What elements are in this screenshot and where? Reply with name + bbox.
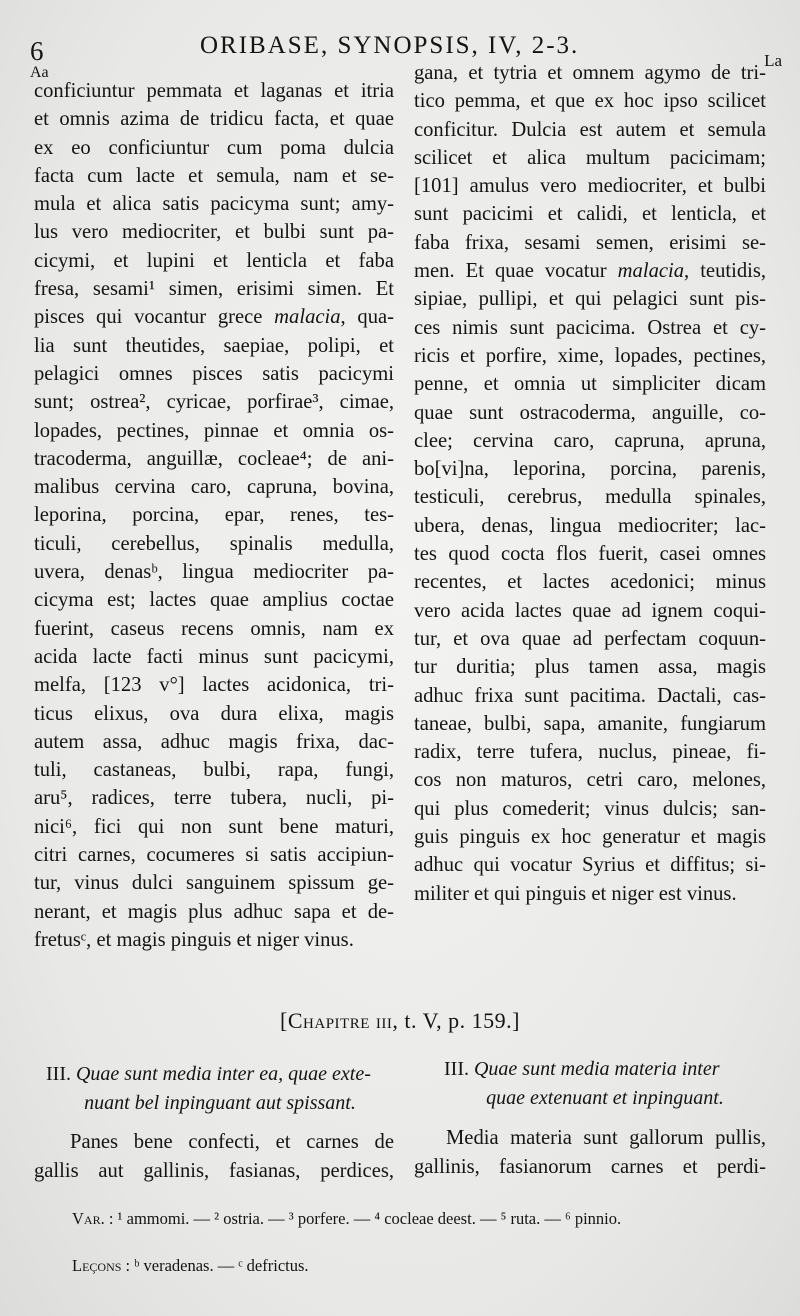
variants-label: Var. : xyxy=(72,1209,114,1228)
left-column-line-11: pelagici omnes pisces satis pacicymi xyxy=(34,362,394,385)
lecons-note xyxy=(72,1256,309,1276)
catchword: La xyxy=(764,51,782,70)
section-text-left xyxy=(34,1128,394,1185)
right-column-line-3: conficitur. Dulcia est autem et semula xyxy=(414,118,766,141)
right-column-line-12: penne, et omnia ut simpliciter dicam xyxy=(414,373,766,396)
left-column-line-16: leporina, porcina, epar, renes, tes- xyxy=(34,504,394,527)
left-column-line-15: malibus cervina caro, capruna, bovina, xyxy=(34,476,394,499)
left-column-line-2: et omnis azima de tridicu facta, et quae xyxy=(34,108,394,131)
right-column-line-28: guis pinguis ex hoc generatur et magis xyxy=(414,826,766,849)
left-column-line-29: tur, vinus dulci sanguinem spissum ge- xyxy=(34,872,394,895)
right-column-line-14: clee; cervina caro, capruna, apruna, xyxy=(414,429,766,452)
section-title-right-line2: quae extenuant et inpinguant. xyxy=(486,1087,724,1109)
right-column-line-8: men. Et quae vocatur malacia, teutidis, xyxy=(414,260,766,283)
section-heading-left xyxy=(46,1060,394,1118)
left-column-line-6: lus vero mediocriter, et bulbi sunt pa- xyxy=(34,221,394,244)
right-column-line-13: quae sunt ostracoderma, anguille, co- xyxy=(414,401,766,424)
left-column-line-17: ticuli, cerebellus, spinalis medulla, xyxy=(34,532,394,555)
section-title-left-line1: Quae sunt media inter ea, quae exte- xyxy=(75,1063,371,1085)
left-column-line-23: ticus elixus, ova dura elixa, magis xyxy=(34,702,394,725)
left-column-line-28: citri carnes, cocumeres si satis accipiun- xyxy=(34,844,394,867)
left-column-line-31: fretusᶜ, et magis pinguis et niger vinus. xyxy=(34,928,354,951)
section-title-right-line1: Quae sunt media materia inter xyxy=(473,1058,720,1080)
section-number-right: III. xyxy=(444,1058,469,1080)
right-column-line-18: tes quod cocta flos fuerit, casei omnes xyxy=(414,543,766,566)
right-column-text xyxy=(414,59,766,908)
left-column-line-22: melfa, [123 v°] lactes acidonica, tri- xyxy=(34,674,394,697)
left-column-line-3: ex eo conficiuntur cum poma dulcia xyxy=(34,136,394,159)
lecons-label: Leçons : xyxy=(72,1256,131,1275)
left-column-text xyxy=(34,77,394,954)
section-number-left: III. xyxy=(46,1063,71,1085)
chapter-ref: , t. V, p. 159.] xyxy=(392,1008,520,1033)
lecons-text: ᵇ veradenas. — ᶜ defrictus. xyxy=(134,1256,309,1275)
left-column-line-12: sunt; ostrea², cyricae, porfirae³, cimae, xyxy=(34,391,394,414)
left-column-line-19: cicyma est; lactes quae amplius coctae xyxy=(34,589,394,612)
variants-note xyxy=(72,1209,621,1229)
left-column-line-1: conficiuntur pemmata et laganas et itria xyxy=(34,80,394,102)
right-column-line-6: sunt pacicimi et calidi, et lenticla, et xyxy=(414,203,766,226)
left-column-line-21: acida lacte facti minus sunt pacicymi, xyxy=(34,645,394,668)
right-column-line-27: qui plus comederit; vinus dulcis; san- xyxy=(414,797,766,820)
left-column-line-10: lia sunt theutides, saepiae, polipi, et xyxy=(34,334,394,357)
left-column-line-27: nici⁶, fici qui non sunt bene maturi, xyxy=(34,815,394,838)
section-left-line-2: gallis aut gallinis, fasianas, perdices, xyxy=(34,1159,394,1182)
right-column-line-23: adhuc frixa sunt pacitima. Dactali, cas- xyxy=(414,684,766,707)
variants-text: ¹ ammomi. — ² ostria. — ³ porfere. — ⁴ cocleae deest. — ⁵ ruta. — ⁶ pinnio. xyxy=(117,1209,622,1228)
right-column-line-2: tico pemma, et que ex hoc ipso scilicet xyxy=(414,90,766,113)
right-column-line-30: militer et qui pinguis et niger est vinus. xyxy=(414,882,737,905)
right-column-line-19: recentes, et lactes acedonici; minus xyxy=(414,571,766,594)
right-column-line-17: ubera, denas, lingua mediocriter; lac- xyxy=(414,514,766,537)
chapter-open-bracket: [ xyxy=(280,1008,288,1033)
left-column-line-9: pisces qui vocantur grece malacia, qua- xyxy=(34,306,394,329)
left-column-line-13: lopades, pectines, pinnae et omnia os- xyxy=(34,419,394,442)
left-column-line-7: cicymi, et lupini et lenticla et faba xyxy=(34,249,394,272)
left-column-line-5: mula et alica satis pacicyma sunt; amy- xyxy=(34,193,394,216)
right-column-line-7: faba frixa, sesami semen, erisimi se- xyxy=(414,231,766,254)
left-column-line-25: tuli, castaneas, bulbi, rapa, fungi, xyxy=(34,759,394,782)
left-column-line-20: fuerint, caseus recens omnis, nam ex xyxy=(34,617,394,640)
signature-mark: Aa xyxy=(30,64,49,81)
running-title: ORIBASE, SYNOPSIS, IV, 2-3. xyxy=(200,32,580,59)
right-column-line-1: gana, et tytria et omnem agymo de tri- xyxy=(414,62,766,84)
right-column-line-16: testiculi, cerebrus, medulla spinales, xyxy=(414,486,766,509)
right-column-line-26: cos non maturos, cetri caro, melones, xyxy=(414,769,766,792)
right-column-line-4: scilicet et alica multum pacicimam; xyxy=(414,146,766,169)
right-column-line-22: tur duritia; plus tamen assa, magis xyxy=(414,656,766,679)
left-column-line-4: facta cum lacte et semula, nam et se- xyxy=(34,164,394,187)
left-column-line-30: nerant, et magis plus adhuc sapa et de- xyxy=(34,900,394,923)
right-column-line-10: ces nimis sunt pacicima. Ostrea et cy- xyxy=(414,316,766,339)
chapter-label: Chapitre iii xyxy=(287,1008,393,1033)
right-column-line-15: bo[vi]na, leporina, porcina, parenis, xyxy=(414,458,766,481)
right-column-line-20: vero acida lactes quae ad ignem coqui- xyxy=(414,599,766,622)
right-column-line-5: [101] amulus vero mediocriter, et bulbi xyxy=(414,175,766,198)
chapter-reference xyxy=(0,1008,800,1034)
right-column-line-25: radix, terre tufera, nuclus, pineae, fi- xyxy=(414,741,766,764)
left-column-line-26: aru⁵, radices, terre tubera, nucli, pi- xyxy=(34,787,394,810)
right-column-line-11: ricis et porfire, xime, lopades, pectines, xyxy=(414,344,766,367)
section-text-right xyxy=(414,1124,766,1181)
section-title-left-line2: nuant bel inpinguant aut spissant. xyxy=(84,1092,356,1114)
section-right-line-2: gallinis, fasianorum carnes et perdi- xyxy=(414,1155,766,1178)
page-number: 6 xyxy=(30,36,44,66)
section-right-line-1: Media materia sunt gallorum pullis, xyxy=(446,1127,766,1149)
right-column-line-29: adhuc qui vocatur Syrius et diffitus; si- xyxy=(414,854,766,877)
section-heading-right xyxy=(440,1055,770,1113)
right-column-line-24: taneae, bulbi, sapa, amanite, fungiarum xyxy=(414,712,766,735)
left-column-line-24: autem assa, adhuc magis frixa, dac- xyxy=(34,730,394,753)
left-column-line-18: uvera, denasᵇ, lingua mediocriter pa- xyxy=(34,561,394,584)
left-column-line-14: tracoderma, anguillæ, cocleae⁴; de ani- xyxy=(34,447,394,470)
section-left-line-1: Panes bene confecti, et carnes de xyxy=(70,1131,394,1153)
right-column-line-9: sipiae, pullipi, et qui pelagici sunt pis- xyxy=(414,288,766,311)
left-column-line-8: fresa, sesami¹ simen, erisimi simen. Et xyxy=(34,278,394,301)
right-column-line-21: tur, et ova quae ad perfectam coquun- xyxy=(414,627,766,650)
